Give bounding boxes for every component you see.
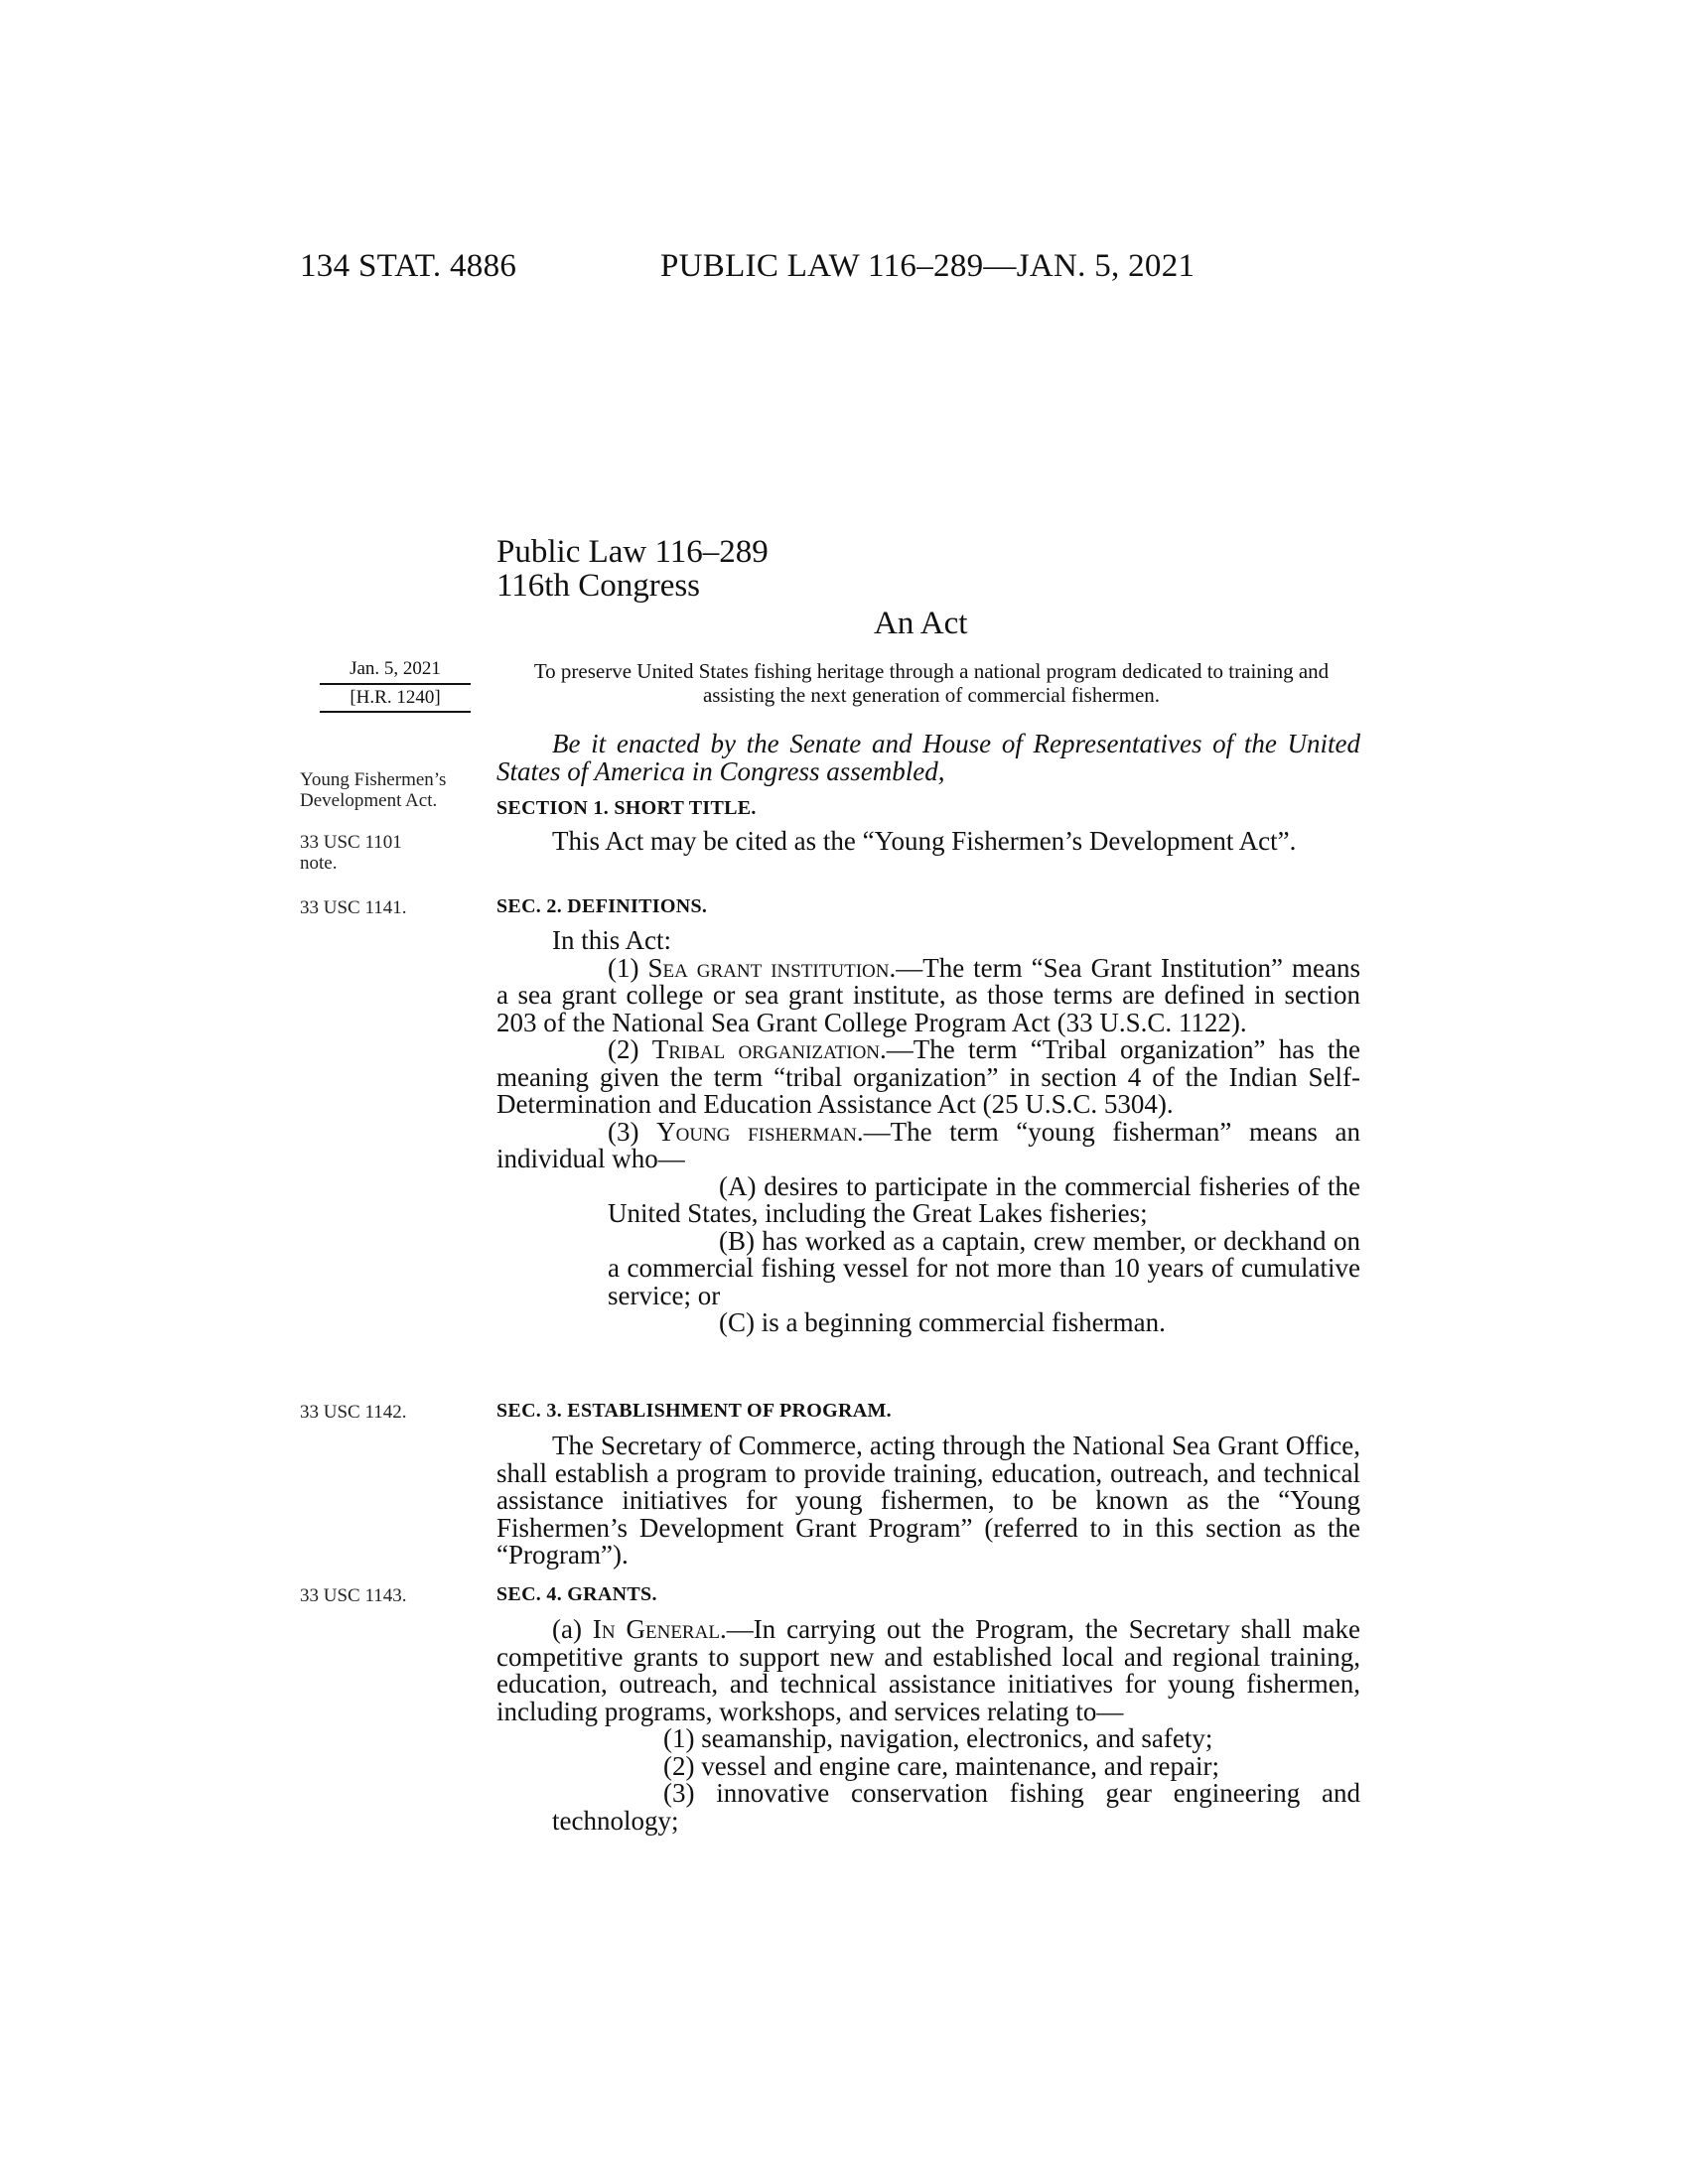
bill-divider: [320, 711, 471, 713]
date-divider: [320, 683, 471, 685]
section-4-body: [496, 1616, 1360, 1835]
page-stat-number: 134 STAT. 4886: [300, 248, 517, 284]
grant-topic-list: [496, 1725, 1360, 1835]
definition-2-number: (2): [608, 1034, 652, 1064]
margin-note-usc-1101: 33 USC 1101 note.: [300, 832, 402, 874]
margin-note-usc-1141: 33 USC 1141.: [300, 897, 407, 918]
margin-note-usc-1143: 33 USC 1143.: [300, 1585, 407, 1606]
definition-1-number: (1): [608, 952, 648, 983]
subsection-a-text: .—In carrying out the Program, the Secretary shall make competitive grants to support new and established local and regional training, education, outreach, and technical assistance initiatives for young fishermen, including programs, workshops, and services relating to—: [496, 1614, 1360, 1726]
subsection-a-term: In General: [592, 1614, 720, 1644]
definition-2-text: .—The term “Tribal organization” has the meaning given the term “tribal organization” in section 4 of the Indian Self-Determination and Education Assistance Act (25 U.S.C. 5304).: [496, 1034, 1360, 1119]
running-head-title: PUBLIC LAW 116–289—JAN. 5, 2021: [660, 248, 1196, 284]
grant-topic-3: (3) innovative conservation fishing gear engineering and technology;: [552, 1778, 1360, 1836]
definition-1-term: Sea grant institution: [647, 952, 890, 983]
section-1-text: This Act may be cited as the “Young Fishermen’s Development Act”.: [552, 826, 1297, 856]
definition-tribal-organization: [496, 1036, 1360, 1119]
definition-3-number: (3): [608, 1116, 657, 1147]
grant-topic-2: (2) vessel and engine care, maintenance, and repair;: [663, 1750, 1219, 1781]
enacting-clause: Be it enacted by the Senate and House of Representatives of the United States of America in Congress assembled,: [496, 729, 1360, 786]
section-4-heading: SEC. 4. GRANTS.: [496, 1583, 657, 1605]
margin-note-short-title: Young Fishermen’s Development Act.: [300, 769, 447, 811]
act-heading: An Act: [874, 606, 968, 641]
congress-label: 116th Congress: [496, 568, 701, 604]
section-2-body: [496, 927, 1360, 1337]
definition-sea-grant: [496, 952, 1360, 1037]
subparagraph-list: [496, 1170, 1360, 1337]
definition-2-term: Tribal organization: [651, 1034, 881, 1064]
act-purpose: To preserve United States fishing heritage through a national program dedicated to training and assisting the next generation of commercial fishermen.: [533, 659, 1330, 707]
section-2-intro: In this Act:: [552, 925, 671, 955]
definition-young-fisherman: [496, 1116, 1361, 1173]
subparagraph-b: (B) has worked as a captain, crew member, or deckhand on a commercial fishing vessel for not more than 10 years of cumulative service; or: [608, 1225, 1360, 1310]
section-3-text: The Secretary of Commerce, acting through the National Sea Grant Office, shall establish a program to provide training, education, outreach, and technical assistance initiatives for young fishermen, to be known as the “Young Fishermen’s Development Grant Program” (referred to in this section as the “Program”).: [496, 1431, 1360, 1570]
public-law-number: Public Law 116–289: [496, 534, 769, 570]
subparagraph-c: (C) is a beginning commercial fisherman.: [719, 1307, 1166, 1337]
definition-1-text: .—The term “Sea Grant Institution” means a sea grant college or sea grant institute, as those terms are defined in section 203 of the National Sea Grant College Program Act (33 U.S.C. 1122).: [496, 952, 1360, 1037]
subsection-a-number: (a): [552, 1614, 593, 1644]
section-2-heading: SEC. 2. DEFINITIONS.: [496, 895, 708, 917]
bill-number: [H.R. 1240]: [350, 687, 441, 708]
definition-3-term: Young fisherman: [656, 1116, 857, 1147]
grant-topic-1: (1) seamanship, navigation, electronics, and safety;: [663, 1723, 1213, 1753]
subsection-a: [496, 1616, 1360, 1725]
enactment-date: Jan. 5, 2021: [350, 658, 441, 679]
definition-3-text: .—The term “young fisherman” means an individual who—: [496, 1116, 1361, 1173]
section-1-heading: SECTION 1. SHORT TITLE.: [496, 797, 757, 819]
margin-note-usc-1142: 33 USC 1142.: [300, 1402, 407, 1423]
subparagraph-a: (A) desires to participate in the commercial fisheries of the United States, including the Great Lakes fisheries;: [608, 1170, 1360, 1228]
section-3-heading: SEC. 3. ESTABLISHMENT OF PROGRAM.: [496, 1400, 892, 1422]
